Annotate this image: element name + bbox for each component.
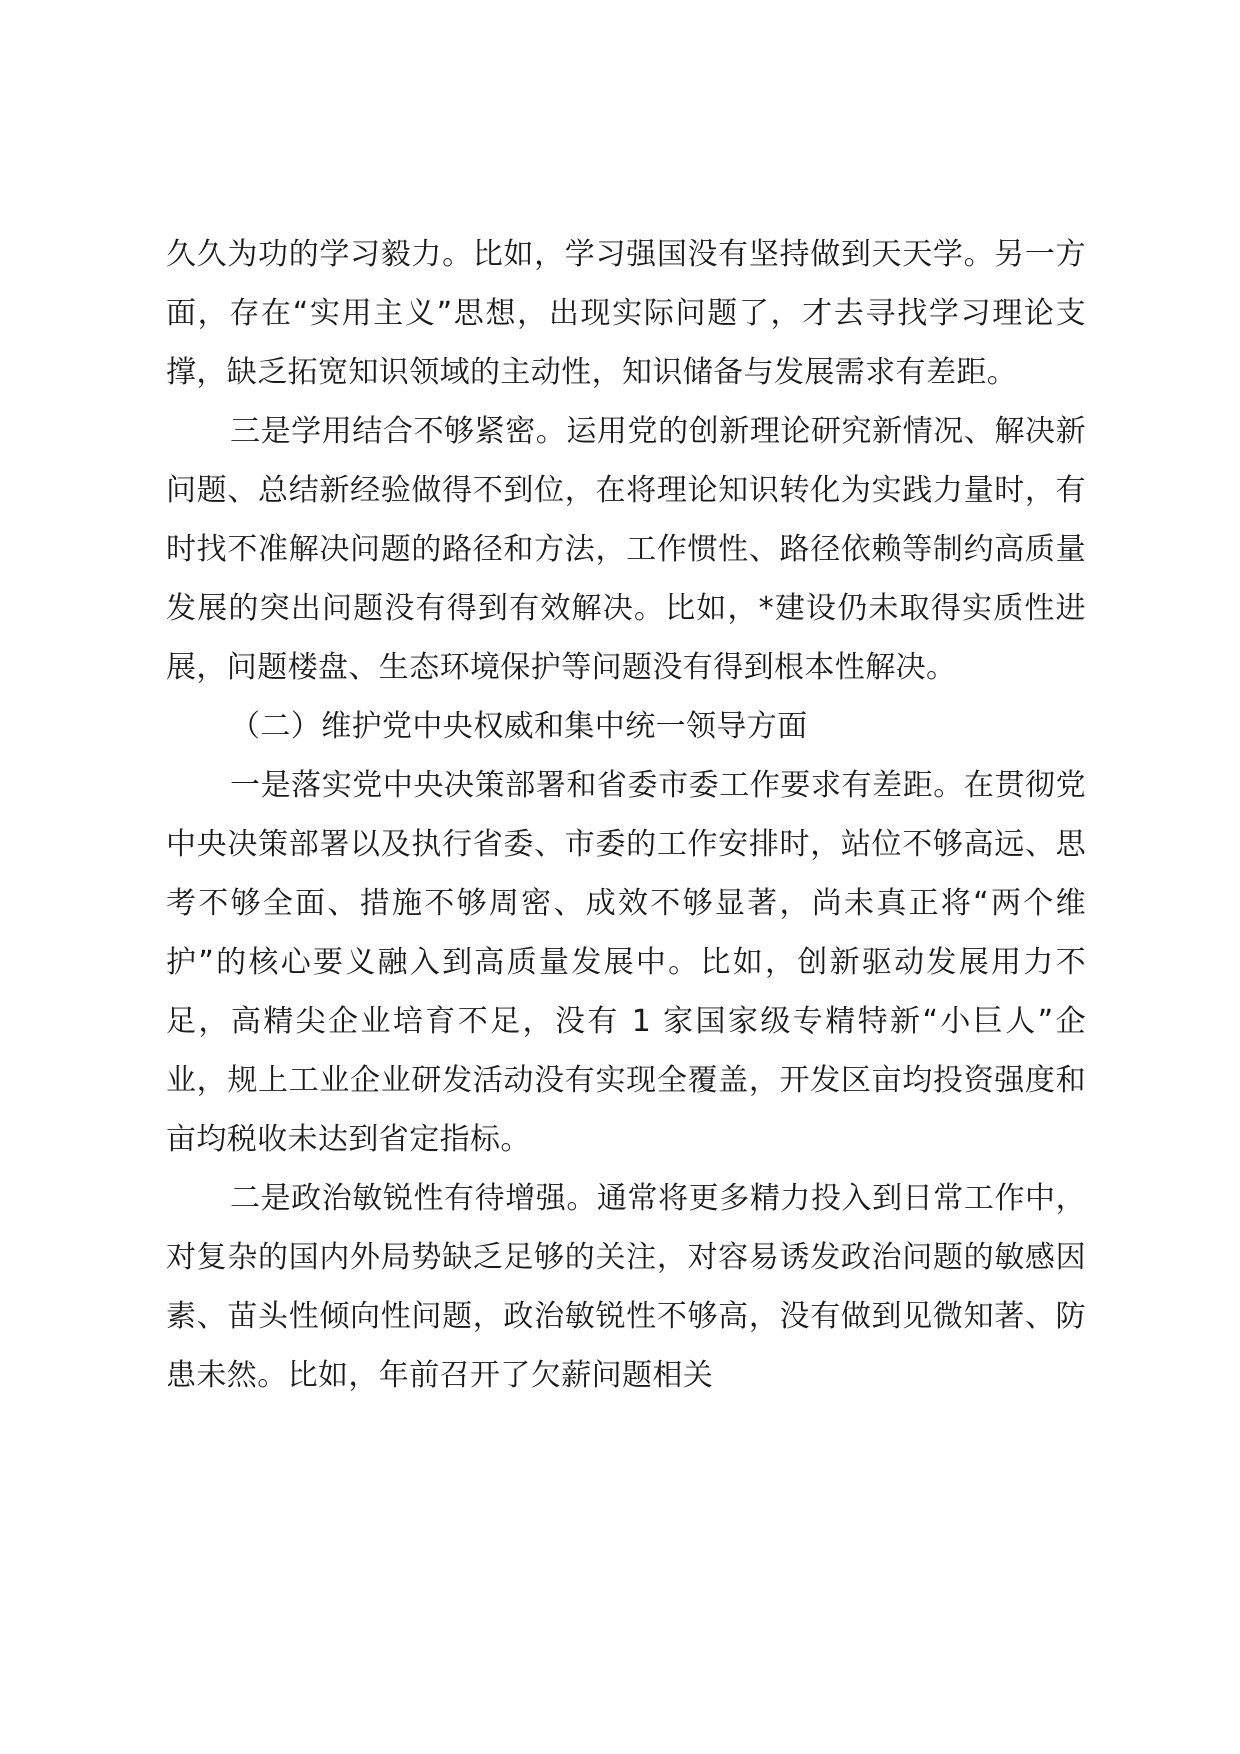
paragraph-implementation: 一是落实党中央决策部署和省委市委工作要求有差距。在贯彻党中央决策部署以及执行省委、市委的工作安排时，站位不够高远、思考不够全面、措施不够周密、成效不够显著，尚未真正将“两个维护”的核心要义融入到高质量发展中。比如，创新驱动发展用力不足，高精尖企业培育不足，没有 1 家国家级专精特新“小巨人”企业，规上工业企业研发活动没有实现全覆盖，开发区亩均投资强度和亩均税收未达到省定指标。: [166, 768, 1086, 1157]
section-heading: （二）维护党中央权威和集中统一领导方面: [230, 709, 808, 744]
paragraph-study-application: 三是学用结合不够紧密。运用党的创新理论研究新情况、解决新问题、总结新经验做得不到位，在将理论知识转化为实践力量时，有时找不准解决问题的路径和方法，工作惯性、路径依赖等制约高质量发展的突出问题没有得到有效解决。比如，*建设仍未取得实质性进展，问题楼盘、生态环境保护等问题没有得到根本性解决。: [166, 414, 1086, 685]
paragraph-continued: 久久为功的学习毅力。比如，学习强国没有坚持做到天天学。另一方面，存在“实用主义”思想，出现实际问题了，才去寻找学习理论支撑，缺乏拓宽知识领域的主动性，知识储备与发展需求有差距。: [166, 237, 1086, 390]
document-body: [166, 225, 1086, 1405]
paragraph-political-sensitivity: 二是政治敏锐性有待增强。通常将更多精力投入到日常工作中，对复杂的国内外局势缺乏足够的关注，对容易诱发政治问题的敏感因素、苗头性倾向性问题，政治敏锐性不够高，没有做到见微知著、防患未然。比如，年前召开了欠薪问题相关: [166, 1181, 1086, 1393]
